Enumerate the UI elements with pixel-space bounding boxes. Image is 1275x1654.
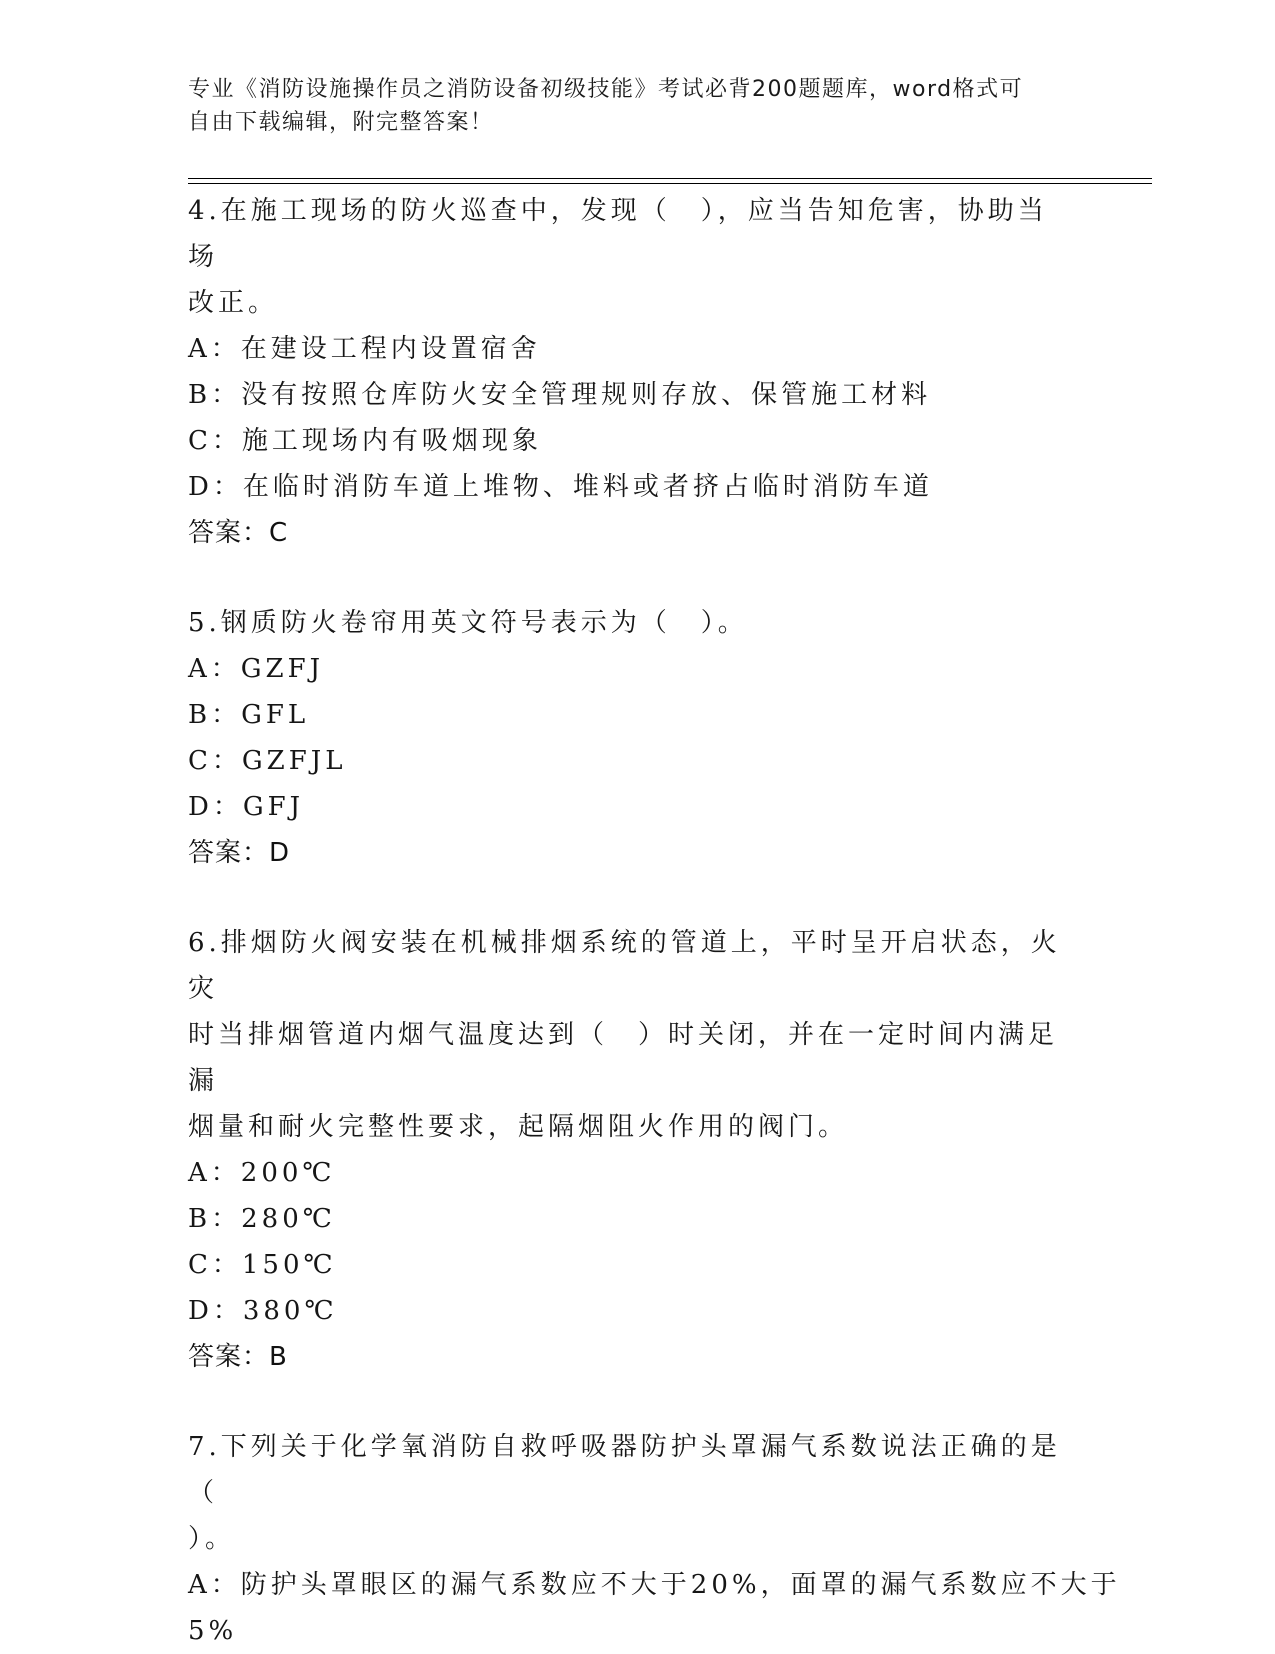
question-text-line: 4.在施工现场的防火巡查中，发现（ ），应当告知危害，协助当场 <box>188 196 1048 272</box>
question-7 <box>188 1424 1121 1654</box>
question-text <box>188 1424 1068 1562</box>
option-c: C：150℃ <box>188 1250 337 1280</box>
question-text <box>188 188 1068 326</box>
spacer <box>188 1380 1088 1424</box>
question-list <box>188 188 1121 1654</box>
option-a-continuation: 5% <box>188 1616 238 1646</box>
option-a: A：200℃ <box>188 1158 336 1188</box>
option-a: A：在建设工程内设置宿舍 <box>188 334 541 364</box>
question-text-line: 烟量和耐火完整性要求，起隔烟阻火作用的阀门。 <box>188 1112 849 1142</box>
question-text <box>188 920 1068 1150</box>
option-c: C：施工现场内有吸烟现象 <box>188 426 542 456</box>
question-6 <box>188 920 1088 1380</box>
spacer <box>188 876 1088 920</box>
question-text-line: 7.下列关于化学氧消防自救呼吸器防护头罩漏气系数说法正确的是（ <box>188 1432 1061 1508</box>
option-b: B：GFL <box>188 700 310 730</box>
document-header <box>188 73 1068 139</box>
option-b: B：280℃ <box>188 1204 336 1234</box>
answer: 答案：C <box>188 518 289 548</box>
question-text-line: 改正。 <box>188 288 279 318</box>
question-text-line: 时当排烟管道内烟气温度达到（ ）时关闭，并在一定时间内满足漏 <box>188 1020 1059 1096</box>
option-b: B：没有按照仓库防火安全管理规则存放、保管施工材料 <box>188 380 932 410</box>
question-text-line: 6.排烟防火阀安装在机械排烟系统的管道上，平时呈开启状态，火灾 <box>188 928 1061 1004</box>
option-d: D：380℃ <box>188 1296 338 1326</box>
option-a: A：GZFJ <box>188 654 325 684</box>
header-divider-bottom <box>188 183 1152 184</box>
header-line-1: 专业《消防设施操作员之消防设备初级技能》考试必背200题题库，word格式可 <box>188 77 1024 102</box>
question-text: 5.钢质防火卷帘用英文符号表示为（ ）。 <box>188 608 748 638</box>
header-divider-top <box>188 178 1152 179</box>
question-5 <box>188 600 1088 876</box>
option-d: D：GFJ <box>188 792 305 822</box>
question-4 <box>188 188 1088 556</box>
question-text-line: ）。 <box>188 1524 236 1554</box>
option-c: C：GZFJL <box>188 746 347 776</box>
answer: 答案：B <box>188 1342 288 1372</box>
option-a: A：防护头罩眼区的漏气系数应不大于20%，面罩的漏气系数应不大于 <box>188 1570 1121 1600</box>
option-d: D：在临时消防车道上堆物、堆料或者挤占临时消防车道 <box>188 472 933 502</box>
answer: 答案：D <box>188 838 291 868</box>
header-line-2: 自由下载编辑，附完整答案！ <box>188 110 494 135</box>
spacer <box>188 556 1088 600</box>
